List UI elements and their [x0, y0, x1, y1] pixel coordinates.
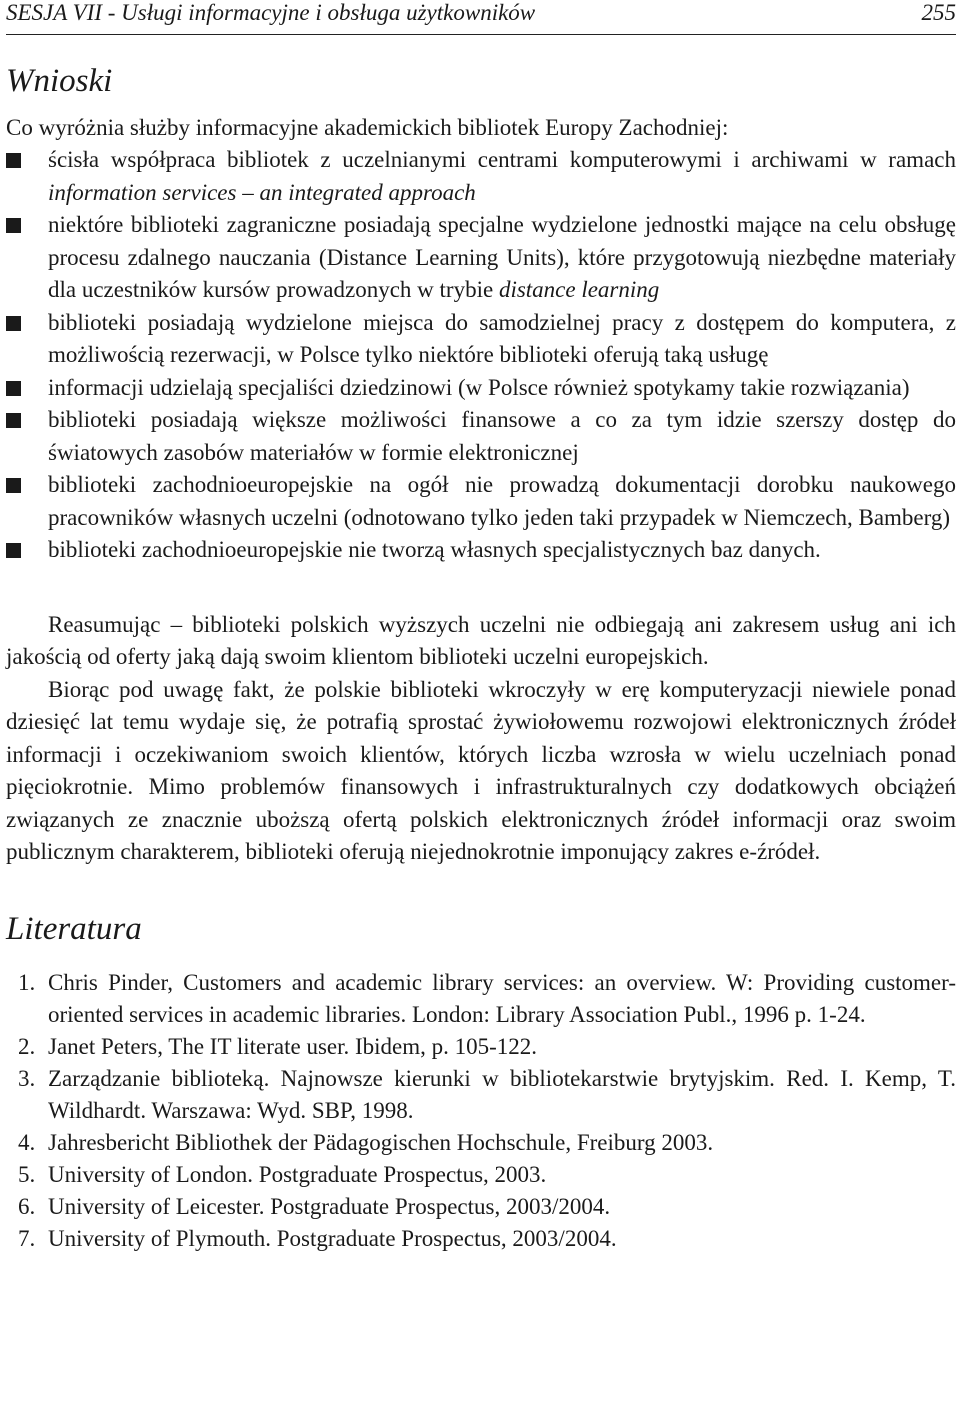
reference-number: 2. — [18, 1033, 36, 1059]
references-list — [6, 967, 956, 1255]
reference-item — [6, 1159, 956, 1191]
reference-item — [6, 1063, 956, 1127]
conclusions-list — [6, 144, 956, 567]
conclusion-item: niektóre biblioteki zagraniczne posiadają specjalne wydzielone jednostki mające na celu obsługę procesu zdalnego nauczania (Distance Learning Units), które przygotowują niezbędne materiały dla uczestników kursów prowadzonych w trybie distance learning — [6, 209, 956, 307]
running-title: SESJA VII - Usługi informacyjne i obsługa użytkowników — [6, 0, 536, 25]
conclusion-item: biblioteki posiadają większe możliwości finansowe a co za tym idzie szerszy dostęp do światowych zasobów materiałów w formie elektronicznej — [6, 404, 956, 469]
reference-item — [6, 1191, 956, 1223]
document-page — [6, 0, 956, 1255]
reference-number: 3. — [18, 1065, 36, 1091]
reference-text: University of Leicester. Postgraduate Prospectus, 2003/2004. — [48, 1193, 611, 1219]
square-bullet-icon — [6, 381, 21, 396]
square-bullet-icon — [6, 478, 21, 493]
conclusion-item: ścisła współpraca bibliotek z uczelnianymi centrami komputerowymi i archiwami w ramach information services – an integrated approach — [6, 144, 956, 209]
conclusions-intro: Co wyróżnia służby informacyjne akademickich bibliotek Europy Zachodniej: — [6, 115, 729, 140]
square-bullet-icon — [6, 218, 21, 233]
conclusion-item: biblioteki posiadają wydzielone miejsca do samodzielnej pracy z dostępem do komputera, z możliwością rezerwacji, w Polsce tylko niektóre biblioteki oferują taką usługę — [6, 307, 956, 372]
reference-item — [6, 967, 956, 1031]
reference-item — [6, 1031, 956, 1063]
reference-number: 5. — [18, 1161, 36, 1187]
reference-text: Chris Pinder, Customers and academic library services: an overview. W: Providing customer-oriented services in academic libraries. London: Library Association Publ., 1996 p. 1-24. — [48, 969, 956, 1027]
reference-number: 6. — [18, 1193, 36, 1219]
square-bullet-icon — [6, 543, 21, 558]
conclusions-heading: Wnioski — [6, 63, 113, 99]
summary-section — [6, 609, 956, 869]
square-bullet-icon — [6, 413, 21, 428]
reference-item — [6, 1223, 956, 1255]
summary-paragraph: Biorąc pod uwagę fakt, że polskie biblioteki wkroczyły w erę komputeryzacji niewiele ponad dziesięć lat temu wydaje się, że potrafią sprostać żywiołowemu rozwojowi elektronicznych źródeł informacji i oczekiwaniom swoich klientów, których liczba wzrosła w wielu uczelniach ponad pięciokrotnie. Mimo problemów finansowych i infrastrukturalnych czy dodatkowych obciążeń związanych ze znacznie uboższą ofertą polskich elektronicznych źródeł informacji oraz swoim publicznym charakterem, biblioteki oferują niejednokrotnie imponujący zakres e-źródeł. — [6, 676, 956, 864]
reference-item — [6, 1127, 956, 1159]
reference-number: 1. — [18, 969, 36, 995]
page-header — [6, 0, 956, 35]
square-bullet-icon — [6, 316, 21, 331]
conclusion-item: biblioteki zachodnioeuropejskie nie tworzą własnych specjalistycznych baz danych. — [6, 534, 956, 567]
reference-text: Jahresbericht Bibliothek der Pädagogischen Hochschule, Freiburg 2003. — [48, 1129, 714, 1155]
square-bullet-icon — [6, 153, 21, 168]
page-number: 255 — [921, 0, 956, 25]
literature-heading: Literatura — [6, 910, 142, 947]
reference-text: University of Plymouth. Postgraduate Prospectus, 2003/2004. — [48, 1225, 617, 1251]
conclusion-item: informacji udzielają specjaliści dziedzinowi (w Polsce również spotykamy takie rozwiązania) — [6, 372, 956, 405]
reference-text: University of London. Postgraduate Prospectus, 2003. — [48, 1161, 547, 1187]
reference-text: Janet Peters, The IT literate user. Ibidem, p. 105-122. — [48, 1033, 538, 1059]
summary-paragraph: Reasumując – biblioteki polskich wyższych uczelni nie odbiegają ani zakresem usług ani ich jakością od oferty jaką dają swoim klientom biblioteki uczelni europejskich. — [6, 611, 956, 669]
conclusion-item: biblioteki zachodnioeuropejskie na ogół nie prowadzą dokumentacji dorobku naukowego pracowników własnych uczelni (odnotowano tylko jeden taki przypadek w Niemczech, Bamberg) — [6, 469, 956, 534]
reference-text: Zarządzanie biblioteką. Najnowsze kierunki w bibliotekarstwie brytyjskim. Red. I. Kemp, T. Wildhardt. Warszawa: Wyd. SBP, 1998. — [48, 1065, 956, 1123]
reference-number: 4. — [18, 1129, 36, 1155]
reference-number: 7. — [18, 1225, 36, 1251]
